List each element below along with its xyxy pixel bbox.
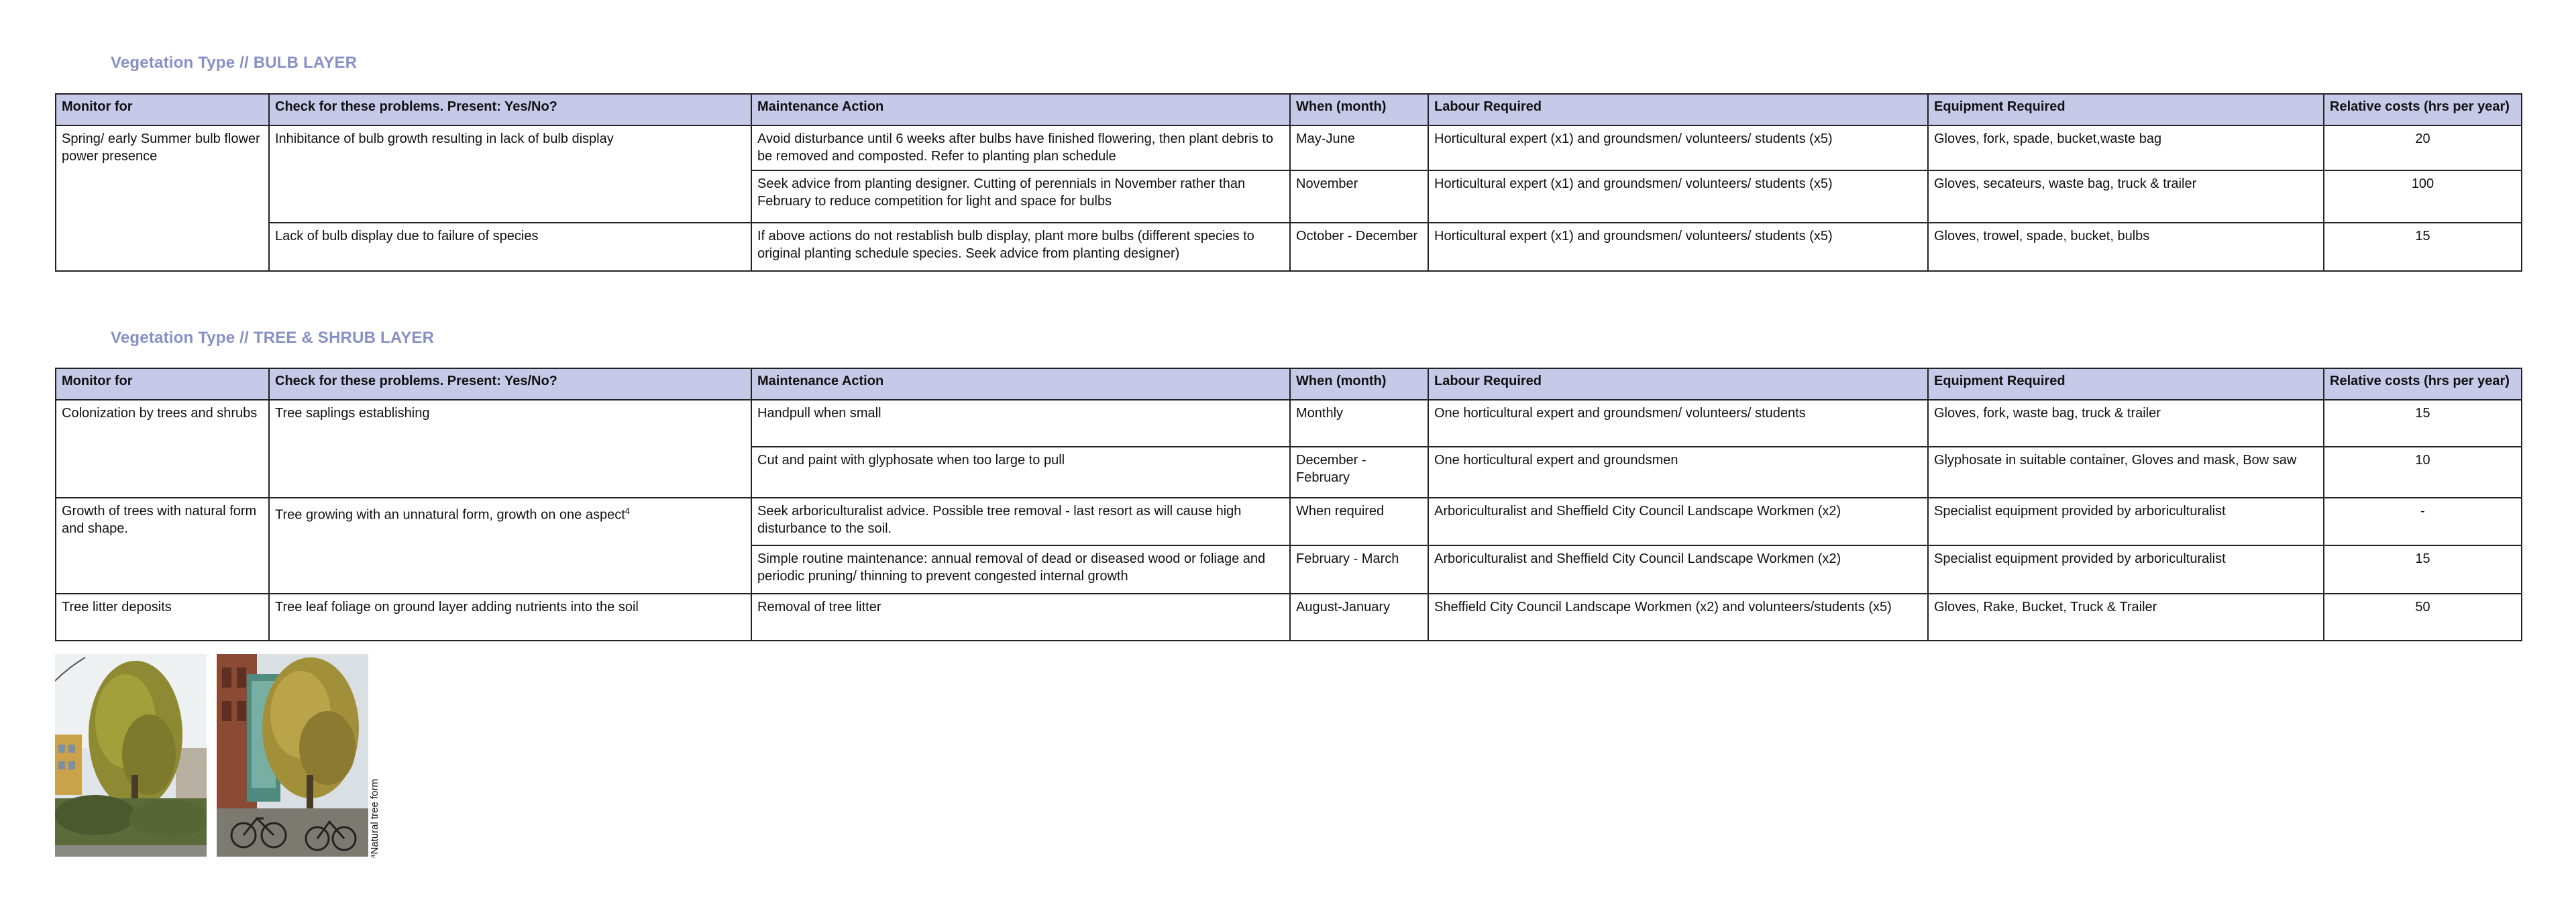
cell-labour: One horticultural expert and groundsmen bbox=[1428, 447, 1928, 498]
cell-equipment: Gloves, fork, spade, bucket,waste bag bbox=[1928, 125, 2324, 170]
cell-labour: Horticultural expert (x1) and groundsmen/ volunteers/ students (x5) bbox=[1428, 223, 1928, 271]
cell-equipment: Gloves, trowel, spade, bucket, bulbs bbox=[1928, 223, 2324, 271]
cell-action: Handpull when small bbox=[751, 400, 1290, 447]
table-header-row bbox=[56, 368, 2522, 400]
header-relative-costs: Relative costs (hrs per year) bbox=[2324, 94, 2522, 125]
cell-labour: Horticultural expert (x1) and groundsmen/ volunteers/ students (x5) bbox=[1428, 170, 1928, 223]
cell-cost: - bbox=[2324, 498, 2522, 545]
cell-problem-text: Tree growing with an unnatural form, growth on one aspect bbox=[275, 507, 625, 523]
tree-photo-street bbox=[55, 654, 207, 857]
cell-action: If above actions do not restablish bulb display, plant more bulbs (different species to original planting schedule species. Seek advice from planting designer) bbox=[751, 223, 1290, 271]
cell-labour: One horticultural expert and groundsmen/ volunteers/ students bbox=[1428, 400, 1928, 447]
cell-action: Avoid disturbance until 6 weeks after bulbs have finished flowering, then plant debris to be removed and composted. Refer to planting plan schedule bbox=[751, 125, 1290, 170]
cell-action: Seek advice from planting designer. Cutting of perennials in November rather than February to reduce competition for light and space for bulbs bbox=[751, 170, 1290, 223]
header-relative-costs: Relative costs (hrs per year) bbox=[2324, 368, 2522, 400]
cell-when: May-June bbox=[1290, 125, 1428, 170]
cell-equipment: Glyphosate in suitable container, Gloves and mask, Bow saw bbox=[1928, 447, 2324, 498]
cell-cost: 50 bbox=[2324, 594, 2522, 641]
header-monitor-for: Monitor for bbox=[56, 94, 269, 125]
cell-when: October - December bbox=[1290, 223, 1428, 271]
cell-when: Monthly bbox=[1290, 400, 1428, 447]
cell-equipment: Specialist equipment provided by arboriculturalist bbox=[1928, 545, 2324, 594]
cell-when: August-January bbox=[1290, 594, 1428, 641]
cell-cost: 10 bbox=[2324, 447, 2522, 498]
header-when-month: When (month) bbox=[1290, 368, 1428, 400]
header-equipment-required: Equipment Required bbox=[1928, 368, 2324, 400]
cell-problem: Tree saplings establishing bbox=[269, 400, 751, 498]
cell-monitor: Colonization by trees and shrubs bbox=[56, 400, 269, 498]
header-check-problems: Check for these problems. Present: Yes/No? bbox=[269, 94, 751, 125]
cell-equipment: Specialist equipment provided by arboriculturalist bbox=[1928, 498, 2324, 545]
cell-labour: Arboriculturalist and Sheffield City Council Landscape Workmen (x2) bbox=[1428, 498, 1928, 545]
cell-when: When required bbox=[1290, 498, 1428, 545]
cell-monitor: Tree litter deposits bbox=[56, 594, 269, 641]
cell-problem: Inhibitance of bulb growth resulting in lack of bulb display bbox=[269, 125, 751, 223]
table-header-row bbox=[56, 94, 2522, 125]
table-row bbox=[56, 223, 2522, 271]
cell-labour: Sheffield City Council Landscape Workmen (x2) and volunteers/students (x5) bbox=[1428, 594, 1928, 641]
cell-monitor: Growth of trees with natural form and shape. bbox=[56, 498, 269, 594]
cell-labour: Arboriculturalist and Sheffield City Council Landscape Workmen (x2) bbox=[1428, 545, 1928, 594]
cell-cost: 20 bbox=[2324, 125, 2522, 170]
header-labour-required: Labour Required bbox=[1428, 368, 1928, 400]
cell-equipment: Gloves, Rake, Bucket, Truck & Trailer bbox=[1928, 594, 2324, 641]
cell-action: Seek arboriculturalist advice. Possible tree removal - last resort as will cause high disturbance to the soil. bbox=[751, 498, 1290, 545]
header-when-month: When (month) bbox=[1290, 94, 1428, 125]
section-title-tree-shrub-layer: Vegetation Type // TREE & SHRUB LAYER bbox=[111, 329, 435, 347]
cell-labour: Horticultural expert (x1) and groundsmen/ volunteers/ students (x5) bbox=[1428, 125, 1928, 170]
header-labour-required: Labour Required bbox=[1428, 94, 1928, 125]
tree-shrub-layer-table bbox=[55, 368, 2522, 641]
cell-cost: 100 bbox=[2324, 170, 2522, 223]
cell-problem: Lack of bulb display due to failure of species bbox=[269, 223, 751, 271]
table-row bbox=[56, 125, 2522, 170]
photo-caption: ⁴Natural tree form bbox=[369, 779, 380, 859]
cell-problem bbox=[269, 498, 751, 594]
cell-action: Cut and paint with glyphosate when too large to pull bbox=[751, 447, 1290, 498]
header-monitor-for: Monitor for bbox=[56, 368, 269, 400]
cell-when: December - February bbox=[1290, 447, 1428, 498]
cell-monitor: Spring/ early Summer bulb flower power presence bbox=[56, 125, 269, 271]
cell-cost: 15 bbox=[2324, 400, 2522, 447]
section-title-bulb-layer: Vegetation Type // BULB LAYER bbox=[111, 54, 358, 72]
footnote-marker: 4 bbox=[625, 506, 631, 516]
cell-when: November bbox=[1290, 170, 1428, 223]
table-row bbox=[56, 498, 2522, 545]
cell-cost: 15 bbox=[2324, 223, 2522, 271]
cell-cost: 15 bbox=[2324, 545, 2522, 594]
header-maintenance-action: Maintenance Action bbox=[751, 94, 1290, 125]
tree-photo-building bbox=[217, 654, 368, 857]
header-maintenance-action: Maintenance Action bbox=[751, 368, 1290, 400]
cell-problem: Tree leaf foliage on ground layer adding nutrients into the soil bbox=[269, 594, 751, 641]
bulb-layer-table bbox=[55, 93, 2522, 272]
header-equipment-required: Equipment Required bbox=[1928, 94, 2324, 125]
cell-action: Simple routine maintenance: annual removal of dead or diseased wood or foliage and periodic pruning/ thinning to prevent congested internal growth bbox=[751, 545, 1290, 594]
cell-action: Removal of tree litter bbox=[751, 594, 1290, 641]
cell-when: February - March bbox=[1290, 545, 1428, 594]
cell-equipment: Gloves, fork, waste bag, truck & trailer bbox=[1928, 400, 2324, 447]
header-check-problems: Check for these problems. Present: Yes/No? bbox=[269, 368, 751, 400]
table-row bbox=[56, 594, 2522, 641]
cell-equipment: Gloves, secateurs, waste bag, truck & trailer bbox=[1928, 170, 2324, 223]
table-row bbox=[56, 400, 2522, 447]
